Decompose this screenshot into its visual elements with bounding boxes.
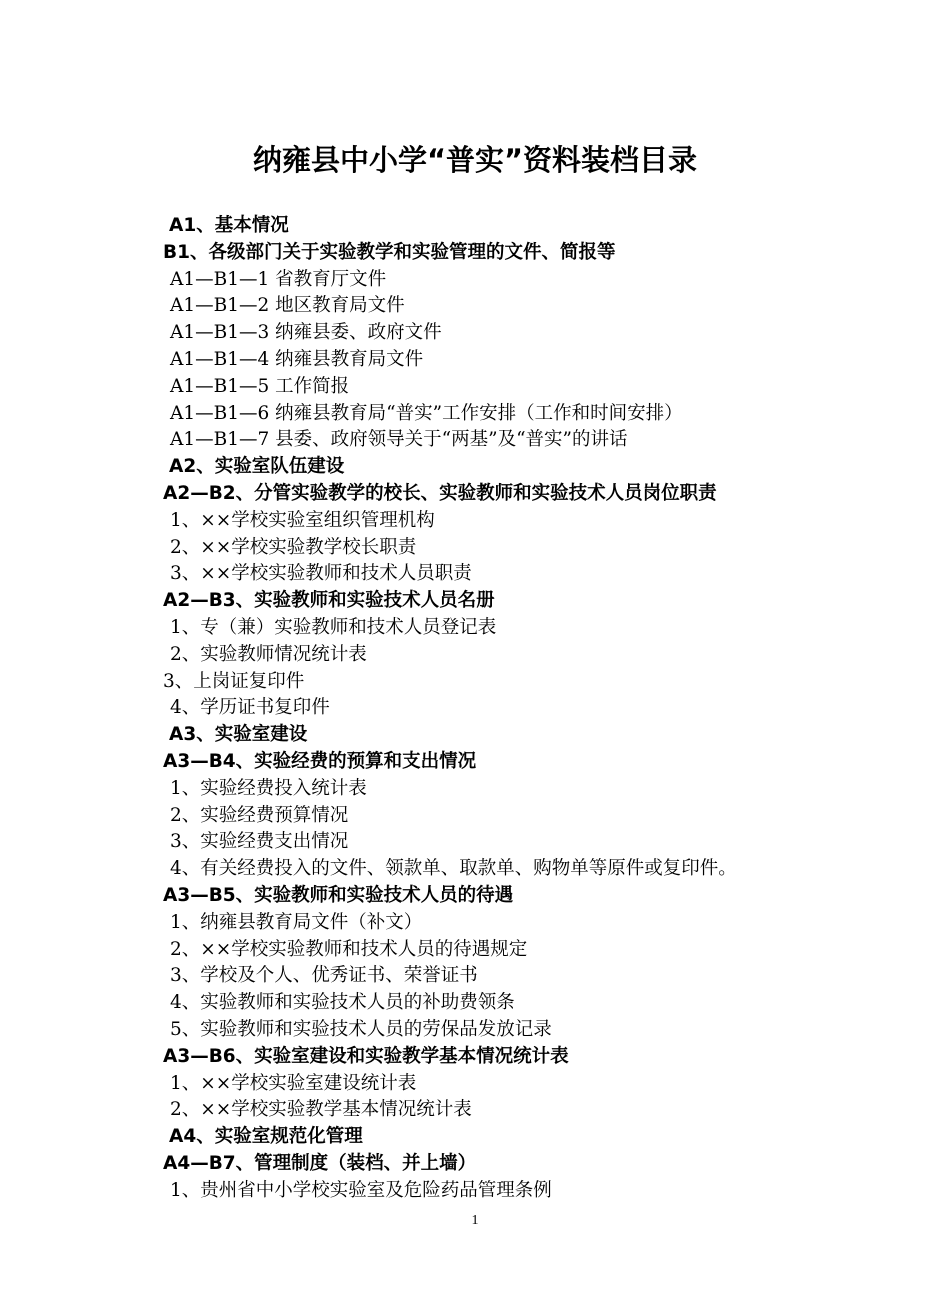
subsection-heading: A2—B3、实验教师和实验技术人员名册 [163, 590, 495, 612]
catalog-list [163, 213, 923, 1204]
catalog-item: A1—B1—5 工作简报 [170, 375, 350, 397]
catalog-item: 5、实验教师和实验技术人员的劳保品发放记录 [170, 1018, 552, 1040]
catalog-item: A1—B1—4 纳雍县教育局文件 [170, 348, 424, 370]
catalog-item: 4、实验教师和实验技术人员的补助费领条 [170, 992, 515, 1014]
catalog-item: 3、上岗证复印件 [163, 670, 305, 692]
catalog-item: 1、××学校实验室建设统计表 [170, 1072, 417, 1094]
catalog-item: 2、实验经费预算情况 [170, 804, 349, 826]
section-heading: A2、实验室队伍建设 [169, 456, 345, 478]
catalog-item: 2、××学校实验教学基本情况统计表 [170, 1099, 472, 1121]
catalog-item: 1、贵州省中小学校实验室及危险药品管理条例 [170, 1179, 552, 1201]
catalog-item: 2、××学校实验教师和技术人员的待遇规定 [170, 938, 528, 960]
catalog-item: A1—B1—6 纳雍县教育局“普实”工作安排（工作和时间安排） [170, 402, 683, 424]
subsection-heading: B1、各级部门关于实验教学和实验管理的文件、简报等 [163, 241, 616, 263]
catalog-item: A1—B1—1 省教育厅文件 [170, 268, 387, 290]
section-heading: A1、基本情况 [169, 215, 289, 236]
catalog-item: 4、学历证书复印件 [170, 697, 330, 719]
catalog-item: 3、实验经费支出情况 [170, 831, 349, 853]
subsection-heading: A3—B6、实验室建设和实验教学基本情况统计表 [163, 1045, 569, 1067]
catalog-item: 1、专（兼）实验教师和技术人员登记表 [170, 616, 497, 638]
catalog-item: 4、有关经费投入的文件、领款单、取款单、购物单等原件或复印件。 [170, 858, 737, 880]
catalog-item: 3、××学校实验教师和技术人员职责 [170, 563, 472, 585]
subsection-heading: A2—B2、分管实验教学的校长、实验教师和实验技术人员岗位职责 [163, 482, 717, 504]
catalog-item: A1—B1—7 县委、政府领导关于“两基”及“普实”的讲话 [170, 429, 628, 451]
catalog-item: 1、××学校实验室组织管理机构 [170, 509, 435, 531]
catalog-item: 2、××学校实验教学校长职责 [170, 536, 417, 558]
section-heading: A3、实验室建设 [169, 724, 308, 746]
section-heading: A4、实验室规范化管理 [169, 1126, 363, 1148]
catalog-item: 1、实验经费投入统计表 [170, 777, 367, 799]
subsection-heading: A3—B5、实验教师和实验技术人员的待遇 [163, 884, 514, 906]
catalog-item: 3、学校及个人、优秀证书、荣誉证书 [170, 965, 478, 987]
page-title: 纳雍县中小学“普实”资料装档目录 [252, 143, 698, 177]
catalog-item: A1—B1—3 纳雍县委、政府文件 [170, 322, 442, 344]
catalog-item: A1—B1—2 地区教育局文件 [170, 295, 405, 317]
page-number: 1 [471, 1213, 479, 1228]
subsection-heading: A3—B4、实验经费的预算和支出情况 [163, 750, 477, 772]
catalog-item: 1、纳雍县教育局文件（补文） [170, 911, 423, 933]
catalog-item: 2、实验教师情况统计表 [170, 643, 367, 665]
subsection-heading: A4—B7、管理制度（装档、并上墙） [163, 1152, 477, 1174]
